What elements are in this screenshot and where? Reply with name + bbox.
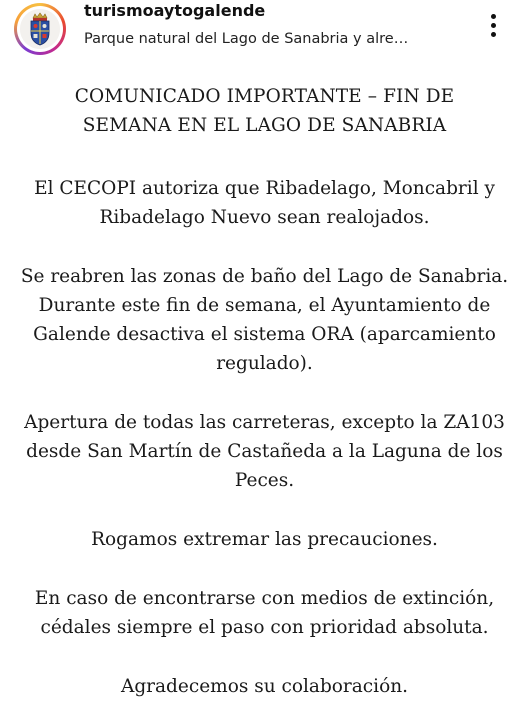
paragraph-line: desde San Martín de Castañeda a la Laguna de los	[26, 441, 503, 462]
paragraph-precauciones	[0, 525, 529, 554]
paragraph-line: Durante este fin de semana, el Ayuntamiento de	[38, 295, 491, 316]
avatar[interactable]	[14, 3, 66, 55]
paragraph-line: cédales siempre el paso con prioridad absoluta.	[40, 617, 489, 638]
post-header	[0, 0, 529, 62]
paragraph-line: regulado).	[216, 353, 313, 374]
more-vertical-icon[interactable]	[482, 4, 506, 44]
paragraph-agradecimiento	[0, 672, 529, 701]
title-line: SEMANA EN EL LAGO DE SANABRIA	[82, 115, 447, 136]
paragraph-realojo	[0, 174, 529, 232]
paragraph-line: Ribadelago Nuevo sean realojados.	[99, 207, 430, 228]
paragraph-line: El CECOPI autoriza que Ribadelago, Moncabril y	[34, 178, 495, 199]
paragraph-line: En caso de encontrarse con medios de extinción,	[34, 588, 495, 609]
coat-of-arms-icon	[20, 9, 60, 49]
paragraph-extincion	[0, 584, 529, 642]
paragraph-carreteras	[0, 408, 529, 495]
paragraph-line: Agradecemos su colaboración.	[120, 676, 409, 697]
paragraph-zonas-bano	[0, 262, 529, 378]
paragraph-line: Se reabren las zonas de baño del Lago de Sanabria.	[20, 266, 509, 287]
post-title	[0, 82, 529, 140]
paragraph-line: Galende desactiva el sistema ORA (aparcamiento	[33, 324, 496, 345]
account-username[interactable]: turismoaytogalende	[84, 1, 266, 20]
paragraph-line: Rogamos extremar las precauciones.	[91, 529, 438, 550]
post-location[interactable]: Parque natural del Lago de Sanabria y alre…	[84, 31, 409, 47]
title-line: COMUNICADO IMPORTANTE – FIN DE	[74, 86, 455, 107]
post-text-image	[0, 82, 529, 701]
paragraph-line: Peces.	[234, 470, 295, 491]
paragraph-line: Apertura de todas las carreteras, excepto la ZA103	[24, 412, 505, 433]
